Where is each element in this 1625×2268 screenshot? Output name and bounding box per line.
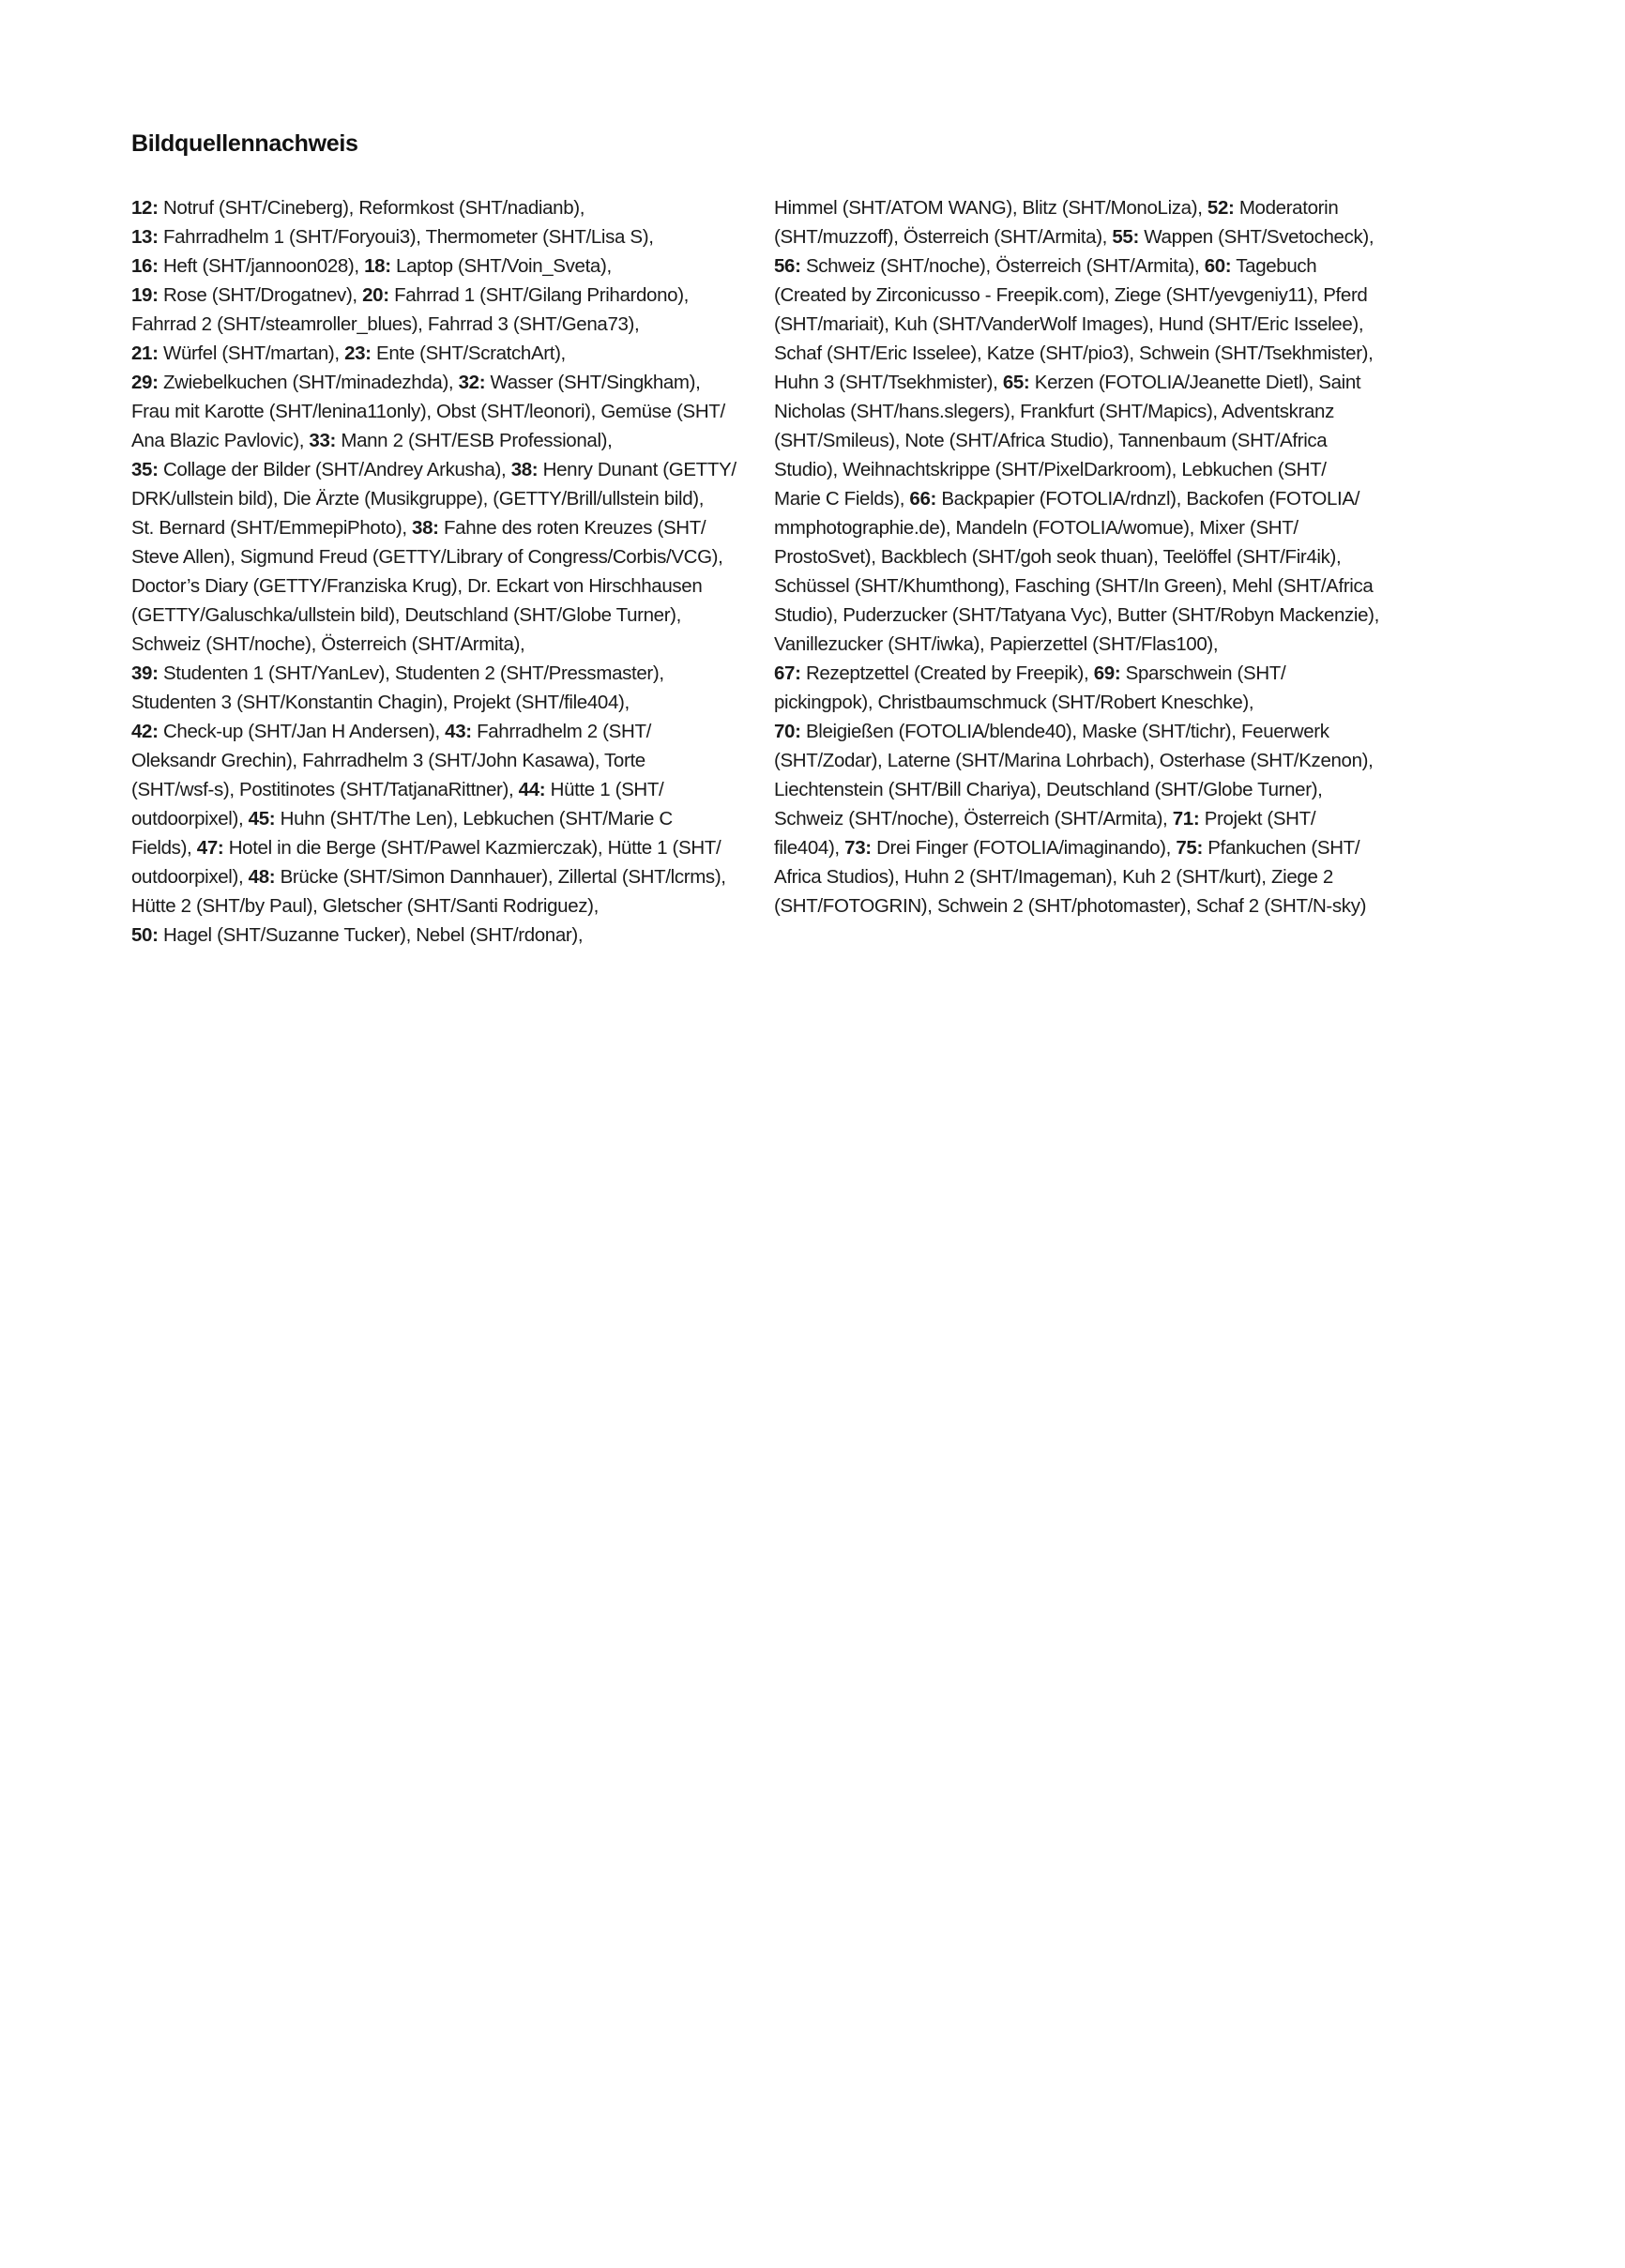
credit-text: Kerzen (FOTOLIA/Jeanette Dietl), Saint [1029, 372, 1361, 393]
credit-text: Ana Blazic Pavlovic), [131, 430, 310, 451]
credit-text: file404), [774, 837, 845, 859]
credit-line [131, 659, 783, 688]
credit-line [774, 571, 1426, 601]
credit-text: Mann 2 (SHT/ESB Professional), [336, 430, 613, 451]
credit-line [131, 455, 783, 484]
credit-text: Sparschwein (SHT/ [1120, 662, 1286, 684]
credit-number: 66: [909, 488, 937, 510]
credit-text: Frau mit Karotte (SHT/lenina11only), Obst (SHT/leonori), Gemüse (SHT/ [131, 401, 725, 422]
credit-line [774, 484, 1426, 513]
credit-number: 23: [344, 342, 372, 364]
credit-text: Wasser (SHT/Singkham), [485, 372, 701, 393]
credit-text: outdoorpixel), [131, 808, 249, 830]
credit-text: Tagebuch [1231, 255, 1317, 277]
credit-line [774, 601, 1426, 630]
credit-line [131, 601, 783, 630]
credit-number: 55: [1112, 226, 1139, 248]
credit-text: Pfankuchen (SHT/ [1202, 837, 1360, 859]
credit-text: Projekt (SHT/ [1199, 808, 1316, 830]
credit-text: (Created by Zirconicusso - Freepik.com), Ziege (SHT/yevgeniy11), Pferd [774, 284, 1368, 306]
credit-number: 32: [458, 372, 486, 393]
credit-line [774, 862, 1426, 891]
credit-text: outdoorpixel), [131, 866, 249, 888]
credit-line [131, 862, 783, 891]
credit-number: 65: [1002, 372, 1030, 393]
credit-line [774, 688, 1426, 717]
credit-number: 35: [131, 459, 159, 480]
credit-text: (GETTY/Galuschka/ullstein bild), Deutschland (SHT/Globe Turner), [131, 604, 681, 626]
credit-text: Schaf (SHT/Eric Isselee), Katze (SHT/pio3), Schwein (SHT/Tsekhmister), [774, 342, 1374, 364]
page-title: Bildquellennachweis [131, 130, 358, 157]
credit-line [774, 746, 1426, 775]
credit-number: 69: [1093, 662, 1121, 684]
credit-line [131, 310, 783, 339]
credit-line [131, 746, 783, 775]
credit-line [131, 833, 783, 862]
credit-number: 19: [131, 284, 159, 306]
credit-line [131, 804, 783, 833]
credit-number: 45: [248, 808, 276, 830]
credit-text: Huhn 3 (SHT/Tsekhmister), [774, 372, 1003, 393]
credit-text: Moderatorin [1234, 197, 1339, 219]
credit-text: Liechtenstein (SHT/Bill Chariya), Deutschland (SHT/Globe Turner), [774, 779, 1323, 800]
credit-line [131, 571, 783, 601]
credit-text: Schweiz (SHT/noche), Österreich (SHT/Armita), [131, 633, 525, 655]
credit-text: (SHT/mariait), Kuh (SHT/VanderWolf Images), Hund (SHT/Eric Isselee), [774, 313, 1364, 335]
credits-column-right [774, 193, 1426, 921]
credit-line [131, 281, 783, 310]
credit-number: 52: [1207, 197, 1235, 219]
credit-text: Marie C Fields), [774, 488, 910, 510]
credit-text: Notruf (SHT/Cineberg), Reformkost (SHT/nadianb), [158, 197, 585, 219]
credit-line [774, 368, 1426, 397]
credit-text: Zwiebelkuchen (SHT/minadezhda), [158, 372, 459, 393]
credit-text: Fields), [131, 837, 197, 859]
credit-line [774, 833, 1426, 862]
credit-line [774, 251, 1426, 281]
credit-text: Collage der Bilder (SHT/Andrey Arkusha), [158, 459, 511, 480]
credit-line [131, 426, 783, 455]
credit-text: Backpapier (FOTOLIA/rdnzl), Backofen (FOTOLIA/ [936, 488, 1360, 510]
credit-text: Fahrradhelm 2 (SHT/ [471, 721, 651, 742]
credit-line [131, 775, 783, 804]
credit-number: 12: [131, 197, 159, 219]
credit-line [774, 193, 1426, 222]
credit-number: 18: [364, 255, 391, 277]
credit-text: Africa Studios), Huhn 2 (SHT/Imageman), Kuh 2 (SHT/kurt), Ziege 2 [774, 866, 1333, 888]
credit-text: Huhn (SHT/The Len), Lebkuchen (SHT/Marie C [275, 808, 673, 830]
credit-line [774, 717, 1426, 746]
credit-line [131, 513, 783, 542]
credit-text: Studio), Puderzucker (SHT/Tatyana Vyc), Butter (SHT/Robyn Mackenzie), [774, 604, 1379, 626]
credit-number: 67: [774, 662, 801, 684]
credit-line [131, 251, 783, 281]
credit-text: Würfel (SHT/martan), [158, 342, 345, 364]
credit-line [131, 484, 783, 513]
credit-number: 33: [309, 430, 336, 451]
credit-line [131, 630, 783, 659]
credit-line [774, 513, 1426, 542]
credit-text: Drei Finger (FOTOLIA/imaginando), [871, 837, 1177, 859]
credit-text: Fahrradhelm 1 (SHT/Foryoui3), Thermometer (SHT/Lisa S), [158, 226, 654, 248]
credit-text: (SHT/FOTOGRIN), Schwein 2 (SHT/photomaster), Schaf 2 (SHT/N-sky) [774, 895, 1367, 917]
credit-text: Himmel (SHT/ATOM WANG), Blitz (SHT/MonoLiza), [774, 197, 1207, 219]
credit-number: 43: [445, 721, 472, 742]
credit-text: ProstoSvet), Backblech (SHT/goh seok thuan), Teelöffel (SHT/Fir4ik), [774, 546, 1342, 568]
credit-text: Bleigießen (FOTOLIA/blende40), Maske (SHT/tichr), Feuerwerk [800, 721, 1329, 742]
credit-line [774, 630, 1426, 659]
credit-text: Schweiz (SHT/noche), Österreich (SHT/Armita), [774, 808, 1173, 830]
credit-line [774, 891, 1426, 921]
credit-text: mmphotographie.de), Mandeln (FOTOLIA/womue), Mixer (SHT/ [774, 517, 1298, 539]
credit-number: 70: [774, 721, 801, 742]
credit-number: 73: [844, 837, 872, 859]
credit-text: Studenten 3 (SHT/Konstantin Chagin), Projekt (SHT/file404), [131, 692, 630, 713]
credit-text: Doctor’s Diary (GETTY/Franziska Krug), Dr. Eckart von Hirschhausen [131, 575, 703, 597]
credit-line [131, 717, 783, 746]
credit-line [774, 775, 1426, 804]
credit-text: (SHT/muzzoff), Österreich (SHT/Armita), [774, 226, 1113, 248]
credit-text: Schüssel (SHT/Khumthong), Fasching (SHT/In Green), Mehl (SHT/Africa [774, 575, 1374, 597]
credit-text: DRK/ullstein bild), Die Ärzte (Musikgruppe), (GETTY/Brill/ullstein bild), [131, 488, 705, 510]
credit-text: Rezeptzettel (Created by Freepik), [800, 662, 1094, 684]
credit-text: Steve Allen), Sigmund Freud (GETTY/Library of Congress/Corbis/VCG), [131, 546, 723, 568]
credit-text: (SHT/Zodar), Laterne (SHT/Marina Lohrbach), Osterhase (SHT/Kzenon), [774, 750, 1374, 771]
credit-text: Oleksandr Grechin), Fahrradhelm 3 (SHT/John Kasawa), Torte [131, 750, 645, 771]
credit-text: Studenten 1 (SHT/YanLev), Studenten 2 (SHT/Pressmaster), [158, 662, 664, 684]
credit-line [131, 891, 783, 921]
credits-column-left [131, 193, 783, 950]
credit-number: 16: [131, 255, 159, 277]
credit-text: Fahrrad 1 (SHT/Gilang Prihardono), [388, 284, 690, 306]
credit-number: 56: [774, 255, 801, 277]
credit-text: Wappen (SHT/Svetocheck), [1138, 226, 1374, 248]
credit-line [774, 339, 1426, 368]
credit-text: Ente (SHT/ScratchArt), [371, 342, 566, 364]
credit-text: Hütte 2 (SHT/by Paul), Gletscher (SHT/Santi Rodriguez), [131, 895, 599, 917]
credit-text: pickingpok), Christbaumschmuck (SHT/Robert Kneschke), [774, 692, 1254, 713]
credit-number: 44: [518, 779, 546, 800]
credit-line [131, 542, 783, 571]
credit-number: 20: [362, 284, 389, 306]
credit-line [131, 921, 783, 950]
credit-number: 38: [412, 517, 439, 539]
credit-number: 13: [131, 226, 159, 248]
credit-number: 71: [1172, 808, 1200, 830]
credit-line [774, 222, 1426, 251]
credit-number: 38: [510, 459, 539, 480]
credit-text: Nicholas (SHT/hans.slegers), Frankfurt (SHT/Mapics), Adventskranz [774, 401, 1334, 422]
credit-line [131, 193, 783, 222]
credit-line [131, 222, 783, 251]
credit-line [131, 339, 783, 368]
credit-number: 60: [1204, 255, 1232, 277]
credit-line [131, 368, 783, 397]
credit-number: 48: [248, 866, 276, 888]
credit-text: Studio), Weihnachtskrippe (SHT/PixelDarkroom), Lebkuchen (SHT/ [774, 459, 1327, 480]
credit-number: 42: [131, 721, 159, 742]
credit-text: (SHT/wsf-s), Postitinotes (SHT/TatjanaRittner), [131, 779, 519, 800]
credit-line [774, 455, 1426, 484]
credit-line [774, 659, 1426, 688]
credit-number: 21: [131, 342, 159, 364]
credit-text: Laptop (SHT/Voin_Sveta), [390, 255, 612, 277]
credit-text: Brücke (SHT/Simon Dannhauer), Zillertal (SHT/lcrms), [275, 866, 726, 888]
credit-number: 47: [196, 837, 224, 859]
credit-number: 50: [131, 924, 159, 946]
credit-line [131, 688, 783, 717]
credit-text: Heft (SHT/jannoon028), [158, 255, 365, 277]
credit-number: 29: [131, 372, 159, 393]
credit-line [774, 397, 1426, 426]
credit-text: Check-up (SHT/Jan H Andersen), [158, 721, 446, 742]
credit-text: Henry Dunant (GETTY/ [538, 459, 737, 480]
credit-line [774, 310, 1426, 339]
credit-text: Hotel in die Berge (SHT/Pawel Kazmierczak), Hütte 1 (SHT/ [223, 837, 721, 859]
credit-text: Fahrrad 2 (SHT/steamroller_blues), Fahrrad 3 (SHT/Gena73), [131, 313, 640, 335]
credit-line [774, 542, 1426, 571]
credit-number: 39: [131, 662, 159, 684]
credit-text: (SHT/Smileus), Note (SHT/Africa Studio), Tannenbaum (SHT/Africa [774, 430, 1328, 451]
credit-number: 75: [1176, 837, 1203, 859]
credit-line [774, 804, 1426, 833]
credit-text: Hagel (SHT/Suzanne Tucker), Nebel (SHT/rdonar), [158, 924, 584, 946]
credit-text: St. Bernard (SHT/EmmepiPhoto), [131, 517, 413, 539]
credit-text: Schweiz (SHT/noche), Österreich (SHT/Armita), [800, 255, 1205, 277]
credit-text: Fahne des roten Kreuzes (SHT/ [438, 517, 706, 539]
credit-text: Hütte 1 (SHT/ [545, 779, 664, 800]
credit-text: Rose (SHT/Drogatnev), [158, 284, 363, 306]
credit-line [774, 281, 1426, 310]
credit-line [774, 426, 1426, 455]
credit-text: Vanillezucker (SHT/iwka), Papierzettel (SHT/Flas100), [774, 633, 1219, 655]
credit-line [131, 397, 783, 426]
